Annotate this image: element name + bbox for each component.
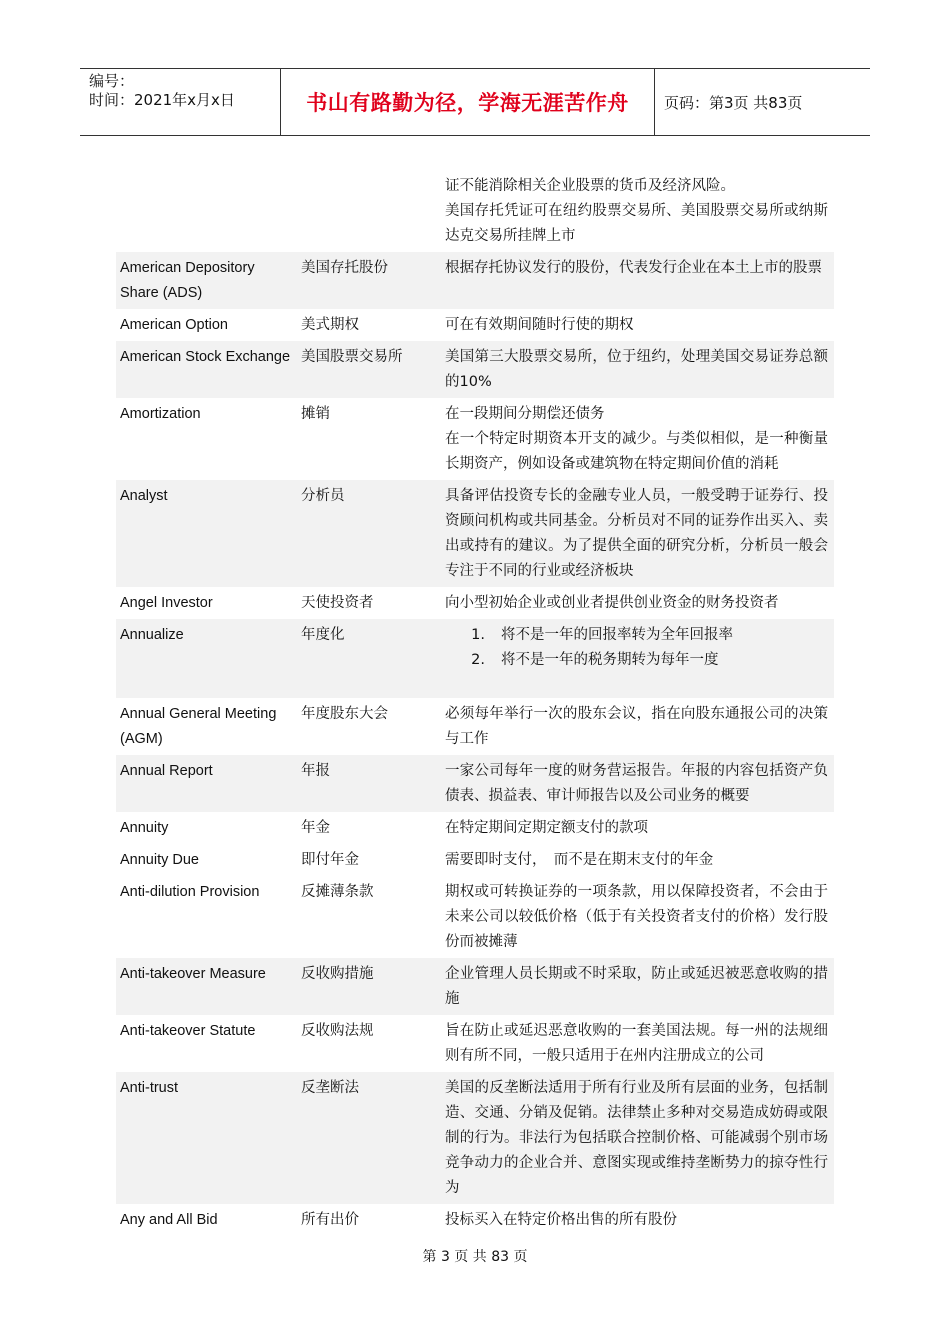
list-number: 2.	[471, 652, 485, 668]
motto: 书山有路勤为径，学海无涯苦作舟	[306, 90, 629, 115]
term-english: Any and All Bid	[120, 1212, 218, 1228]
glossary-row	[116, 755, 834, 812]
glossary-row	[116, 1072, 834, 1204]
glossary-row	[116, 812, 834, 844]
term-chinese: 反收购法规	[301, 1023, 374, 1039]
term-english: Amortization	[120, 406, 201, 422]
glossary-row	[116, 1204, 834, 1236]
term-definition	[442, 816, 834, 841]
page-header	[80, 68, 870, 136]
term-chinese: 天使投资者	[301, 595, 374, 611]
glossary-row	[116, 1015, 834, 1072]
glossary-row	[116, 252, 834, 309]
term-chinese	[297, 174, 442, 249]
term-chinese: 美国存托股份	[301, 260, 388, 276]
glossary-row	[116, 844, 834, 876]
term-english: Angel Investor	[120, 595, 213, 611]
document-number-label: 编号：	[89, 72, 135, 90]
glossary-row	[116, 398, 834, 480]
term-chinese: 分析员	[301, 488, 345, 504]
term-definition	[442, 345, 834, 395]
term-chinese: 美国股票交易所	[301, 349, 403, 365]
term-chinese: 所有出价	[301, 1212, 359, 1228]
term-definition	[442, 1076, 834, 1201]
list-text: 将不是一年的税务期转为每年一度	[501, 652, 719, 668]
term-english: Anti-takeover Statute	[120, 1023, 256, 1039]
term-chinese: 美式期权	[301, 317, 359, 333]
definition-list-item	[445, 648, 828, 673]
definition-paragraph: 证不能消除相关企业股票的货币及经济风险。	[445, 178, 735, 194]
page-footer: 第 3 页 共 83 页	[422, 1249, 528, 1265]
glossary-row	[116, 587, 834, 619]
glossary-row	[116, 480, 834, 587]
term-definition	[442, 1019, 834, 1069]
term-definition	[442, 962, 834, 1012]
definition-paragraph: 可在有效期间随时行使的期权	[445, 317, 634, 333]
term-english: Annuity	[120, 820, 169, 836]
term-chinese: 反垄断法	[301, 1080, 359, 1096]
term-definition	[442, 880, 834, 955]
term-chinese: 反收购措施	[301, 966, 374, 982]
term-chinese: 年金	[301, 820, 330, 836]
glossary-row	[116, 876, 834, 958]
list-text: 将不是一年的回报率转为全年回报率	[501, 627, 733, 643]
definition-paragraph: 必须每年举行一次的股东会议，指在向股东通报公司的决策与工作	[445, 706, 828, 747]
term-definition	[442, 702, 834, 752]
term-english: Anti-takeover Measure	[120, 966, 266, 982]
glossary-row	[116, 170, 834, 252]
term-english: Annual Report	[120, 763, 213, 779]
term-definition	[442, 848, 834, 873]
definition-paragraph: 具备评估投资专长的金融专业人员，一般受聘于证券行、投资顾问机构或共同基金。分析员对不同的证券作出买入、卖出或持有的建议。为了提供全面的研究分析，分析员一般会专注于不同的行业或经济板块	[445, 488, 828, 579]
glossary-row	[116, 619, 834, 698]
term-english: American Depository Share (ADS)	[120, 260, 255, 301]
term-chinese: 年度化	[301, 627, 345, 643]
term-english: Anti-dilution Provision	[120, 884, 260, 900]
glossary-table	[116, 170, 834, 1236]
term-english: Annualize	[120, 627, 184, 643]
term-chinese: 即付年金	[301, 852, 359, 868]
definition-paragraph: 根据存托协议发行的股份，代表发行企业在本土上市的股票	[445, 260, 822, 276]
term-english: Anti-trust	[120, 1080, 179, 1096]
definition-paragraph: 需要即时支付， 而不是在期末支付的年金	[445, 852, 714, 868]
definition-paragraph: 美国存托凭证可在纽约股票交易所、美国股票交易所或纳斯达克交易所挂牌上市	[445, 203, 828, 244]
term-english: American Stock Exchange	[120, 349, 291, 365]
term-definition	[442, 484, 834, 584]
term-chinese: 年度股东大会	[301, 706, 388, 722]
definition-paragraph: 旨在防止或延迟恶意收购的一套美国法规。每一州的法规细则有所不同，一般只适用于在州内注册成立的公司	[445, 1023, 828, 1064]
term-definition	[442, 402, 834, 477]
term-definition	[442, 174, 834, 249]
term-chinese: 摊销	[301, 406, 330, 422]
definition-paragraph: 企业管理人员长期或不时采取，防止或延迟被恶意收购的措施	[445, 966, 828, 1007]
definition-paragraph: 美国的反垄断法适用于所有行业及所有层面的业务，包括制造、交通、分销及促销。法律禁止多种对交易造成妨碍或限制的行为。非法行为包括联合控制价格、可能减弱个别市场竞争动力的企业合并、意图实现或维持垄断势力的掠夺性行为	[445, 1080, 828, 1196]
header-motto-cell	[281, 69, 655, 135]
glossary-row	[116, 958, 834, 1015]
definition-paragraph: 一家公司每年一度的财务营运报告。年报的内容包括资产负债表、损益表、审计师报告以及公司业务的概要	[445, 763, 828, 804]
glossary-row	[116, 341, 834, 398]
definition-paragraph: 向小型初始企业或创业者提供创业资金的财务投资者	[445, 595, 779, 611]
definition-paragraph: 在一个特定时期资本开支的减少。与类似相似，是一种衡量长期资产，例如设备或建筑物在特定期间价值的消耗	[445, 431, 828, 472]
header-page-info	[655, 69, 870, 135]
glossary-row	[116, 309, 834, 341]
term-definition	[442, 256, 834, 306]
definition-list-item	[445, 623, 828, 648]
term-english: American Option	[120, 317, 228, 333]
glossary-row	[116, 698, 834, 755]
term-definition	[442, 1208, 834, 1233]
definition-paragraph: 在一段期间分期偿还债务	[445, 406, 605, 422]
term-english	[116, 174, 297, 249]
term-chinese: 年报	[301, 763, 330, 779]
definition-paragraph: 投标买入在特定价格出售的所有股份	[445, 1212, 677, 1228]
term-definition	[442, 759, 834, 809]
term-english: Analyst	[120, 488, 168, 504]
term-english: Annual General Meeting (AGM)	[120, 706, 277, 747]
term-definition	[442, 591, 834, 616]
header-page-label: 页码：第3页 共83页	[664, 93, 803, 112]
header-meta	[80, 69, 281, 135]
term-chinese: 反摊薄条款	[301, 884, 374, 900]
list-number: 1.	[471, 627, 485, 643]
term-definition	[442, 623, 834, 695]
definition-paragraph: 美国第三大股票交易所，位于纽约，处理美国交易证券总额的10%	[445, 349, 828, 390]
term-english: Annuity Due	[120, 852, 199, 868]
definition-paragraph: 在特定期间定期定额支付的款项	[445, 820, 648, 836]
definition-paragraph: 期权或可转换证券的一项条款，用以保障投资者，不会由于未来公司以较低价格（低于有关投资者支付的价格）发行股份而被摊薄	[445, 884, 828, 950]
document-time-label: 时间：2021年x月x日	[89, 91, 235, 109]
term-definition	[442, 313, 834, 338]
